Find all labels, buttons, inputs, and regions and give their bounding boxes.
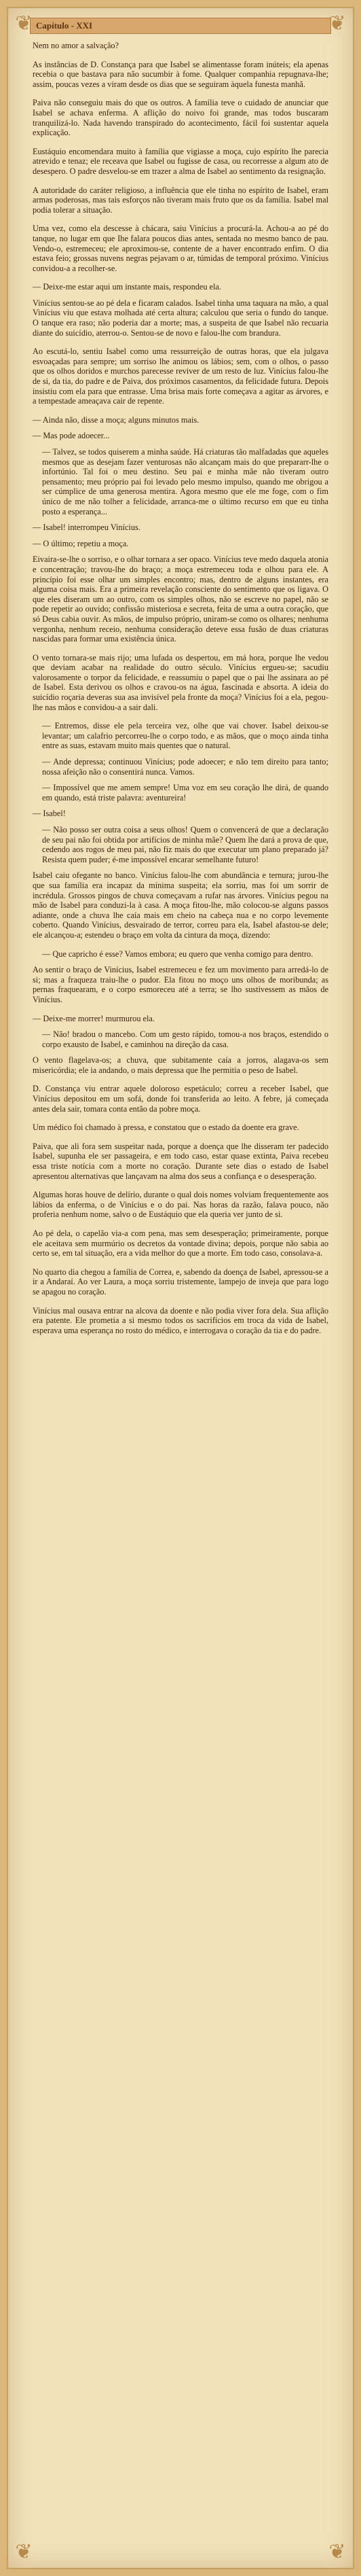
- dialogue-line: — Não! bradou o mancebo. Com um gesto rápido, tomou-a nos braços, estendido o corpo exausto de Isabel, e caminhou na direção da casa.: [42, 1029, 328, 1049]
- paragraph: Eustáquio encomendara muito à família que vigiasse a moça, cujo espírito lhe parecia atrevido e tenaz; ele receava que Isabel ou fugisse de casa, ou recorresse a algum ato de desespero. O padre desvelou-se em trazer a alma de Isabel ao sentimento da resignação.: [33, 146, 328, 176]
- paragraph: O vento tornara-se mais rijo; uma lufada os despertou, em má hora, porque lhe vedou que deviam acabar na realidade do outro século. Vinícius ergueu-se; sacudiu valorosamente o torpor da felicidade, e reassumiu o papel que o pai lhe assinara ao pé de Isabel. Esta derivou os olhos e cravou-os na água, fascinada e absorta. A ideia do suicídio roçaria deveras sua asa invisível pela fronte da moça? Vinícius foi a ela, pegou-lhe nas mãos e convidou-a a sair dali.: [33, 652, 328, 712]
- dialogue-line: — O último; repetiu a moça.: [33, 538, 129, 548]
- dialogue-line: — Deixe-me estar aqui um instante mais, respondeu ela.: [33, 282, 221, 292]
- paragraph: Vinícius sentou-se ao pé dela e ficaram calados. Isabel tinha uma taquara na mão, a qual Vinícius viu que estava molhada até certa altura; calculou que seria o fundo do tanque. O tanque era raso; não poderia dar a morte; mas, a suspeita de que Isabel não recuaria diante do suicídio, aterrou-o. Sentou-se de novo e falou-lhe com brandura.: [33, 298, 328, 338]
- chapter-title-bar: [30, 18, 331, 34]
- paragraph: Um médico foi chamado à pressa, e constatou que o estado da doente era grave.: [33, 1123, 299, 1133]
- dialogue-line: — Entremos, disse ele pela terceira vez, olhe que vai chover. Isabel deixou-se levantar; um calafrio percorreu-lhe o corpo todo, e as mãos, que o moço ainda tinha entre as suas, estavam muito mais quentes que o natural.: [42, 721, 328, 751]
- paragraph: Algumas horas houve de delírio, durante o qual dois nomes volviam frequentemente aos lábios da enferma, o de Vinícius e o do pai. Nas horas da razão, falava pouco, não proferia nenhum nome, salvo o de Eustáquio que ela queria ver junto de si.: [33, 1190, 328, 1220]
- paragraph: Eivaira-se-lhe o sorriso, e o olhar tornara a ser opaco. Vinícius teve medo daquela atonia e concentração; travou-lhe do braço; a moça estremeceu toda e olhou para ele. A princípio foi esse olhar um simples encontro; mas, dentro de alguns instantes, era alguma coisa mais. Era a primeira revelação consciente do sentimento que os ligava. O que eles diseram um ao outro, com os simples olhos, não se escreve no papel, não se pode repetir ao ouvido; confissão misteriosa e secreta, feita de uma a outra coração, que só Deus cabia ouvir. As mãos, de impulso próprio, uniram-se como os olhares; nenhuma vergonha, nenhum receio, nenhuma consideração deteve essa fusão de duas criaturas nascidas para formar uma existência única.: [33, 554, 328, 644]
- dialogue-line: — Não posso ser outra coisa a seus olhos! Quem o convencerá de que a declaração de seu pai não foi obtida por artifícios de minha mãe? Quem lhe dará a prova de que, cedendo aos rogos de meu pai, não fiz mais do que executar um plano preparado já? Resista quem puder; é-me impossível encarar semelhante futuro!: [42, 825, 328, 864]
- paragraph: Ao pé dela, o capelão via-a com pena, mas sem desesperação; primeiramente, porque ele aceitava sem murmúrio os decretos da vontade divina; depois, porque não sabia ao certo se, em tal situação, era a vida melhor do que a morte. Em todo caso, consolava-a.: [33, 1229, 328, 1258]
- paragraph: As instâncias de D. Constança para que Isabel se alimentasse foram inúteis; ela apenas recebia o que bastava para não sucumbir à fome. Qualquer companhia repugnava-lhe; assim, poucas vezes a viram desde os dias que se seguiram àquela funesta manhã.: [33, 59, 328, 89]
- paragraph: D. Constança viu entrar aquele doloroso espetáculo; correu a receber Isabel, que Vinícius depositou em um sofá, donde foi transferida ao leito. A febre, já começada antes dela sair, tomara conta então da pobre moça.: [33, 1084, 328, 1114]
- dialogue-line: — Mas pode adoecer...: [33, 431, 110, 441]
- paragraph: Ao escutá-lo, sentiu Isabel como uma ressurreição de outras horas, que ela julgava esvoaçadas para sempre; um sorriso lhe animou os lábios; sem, com o olhos, o passo que os olhos doridos e murchos parecesse reviver de um resto de luz. Vinícius falou-lhe de si, da tia, do padre e de Paiva, dos próximos casamentos, da felicidade futura. Depois insistiu com ela para que entrasse. Uma brisa mais forte começava a agitar as árvores, e a tempestade ameaçava cair de repente.: [33, 347, 328, 406]
- paragraph: Isabel caiu ofegante no banco. Vinícius falou-lhe com abundância e ternura; jurou-lhe que sua família era incapaz da mínima suspeita; ela sorriu, mas foi um sorrir de incrédula. Grossos pingos de chuva começavam a rufar nas árvores. Vinícius pegou na mão de Isabel para conduzi-la à casa. A moça fitou-lhe, mão colocou-se alguns passos adiante, onde a chuva lhe caía mais em cheio na cabeça nua e no corpo levemente coberto. Quando Vinícius, desvairado de terror, correu para ela, Isabel afastou-se dele; ele alcançou-a; estendeu o braço em volta da cintura da moça, dizendo:: [33, 870, 328, 940]
- paragraph: Vinícius mal ousava entrar na alcova da doente e não podia viver fora dela. Sua aflição era patente. Ele prometia a si mesmo todos os sacrifícios em troca da vida de Isabel, esperava uma esperança no rosto do médico, e interrogava o coração da tia e do padre.: [33, 1305, 328, 1335]
- corner-ornament-icon: ❦: [328, 12, 346, 35]
- dialogue-line: — Ande depressa; continuou Vinícius; pode adoecer; e não tem direito para tanto; nossa afeição não o consentirá nunca. Vamos.: [42, 757, 328, 777]
- dialogue-line: — Isabel! interrompeu Vinícius.: [33, 523, 140, 533]
- chapter-title: Capítulo - XXI: [36, 20, 93, 31]
- corner-ornament-icon: ❦: [15, 2541, 33, 2563]
- chapter-text: [33, 41, 328, 1335]
- dialogue-line: — Deixe-me morrer! murmurou ela.: [33, 1013, 155, 1023]
- paragraph: Paiva não conseguiu mais do que os outros. A família teve o cuidado de anunciar que Isabel se achava enferma. A aflição do noivo foi grande, mas todos buscaram tranquilizá-lo. Nada havendo transpirado do acontecimento, fácil foi sustentar aquela explicação.: [33, 98, 328, 138]
- dialogue-line: — Isabel!: [33, 809, 66, 819]
- dialogue-line: — Ainda não, disse a moça; alguns minutos mais.: [33, 414, 200, 425]
- paragraph: A autoridade do caráter religioso, a influência que ele tinha no espírito de Isabel, eram armas poderosas, mas tais esforços não tiveram mais fruto que os da família. Isabel mal podia tolerar a situação.: [33, 185, 328, 215]
- corner-ornament-icon: ❦: [15, 12, 33, 35]
- paragraph: Nem no amor a salvação?: [33, 41, 119, 50]
- paragraph: Paiva, que ali fora sem suspeitar nada, porque a doença que lhe disseram ter padecido Isabel, supunha ele ser passageira, e em todo caso, estar quase extinta, Paiva recebeu essa triste notícia com a morte no coração. Durante sete dias o estado de Isabel apresentou alternativas que lançavam na alma dos seus a confiança e o desesperação.: [33, 1141, 328, 1181]
- dialogue-line: — Impossível que me amem sempre! Uma voz em seu coração lhe dirá, de quando em quando, está triste palavra: aventureira!: [42, 783, 328, 802]
- paragraph: O vento flagelava-os; a chuva, que subitamente caía a jorros, alagava-os sem misericórdia; ele ia andando, o mais depressa que lhe permitia o peso de Isabel.: [33, 1055, 328, 1075]
- paragraph: No quarto dia chegou a família de Correa, e, sabendo da doença de Isabel, apressou-se a ir a Andaraí. Ao ver Laura, a moça sorriu tristemente, lampejo de inveja que para logo se apagou no coração.: [33, 1267, 328, 1296]
- dialogue-line: — Que capricho é esse? Vamos embora; eu quero que venha comigo para dentro.: [42, 949, 314, 959]
- paragraph: Ao sentir o braço de Vinícius, Isabel estremeceu e fez um movimento para arredá-lo de si; mas a fraqueza traiu-lhe o pudor. Ela fitou no moço uns olhos de moribunda; as pernas fraquearam, e o corpo esmoreceu até a terra; se lho sustivessem as mãos de Vinícius.: [33, 965, 328, 1004]
- dialogue-line: — Talvez, se todos quiserem a minha saúde. Há criaturas tão malfadadas que aqueles mesmos que as desejam fazer venturosas não alcançam mais do que prepararr-lhe o infortúnio. Tal foi o meu destino. Seu pai e minha mãe não tiveram outro pensamento; meu próprio pai foi levado pelo mesmo impulso, quando me obrigou a ser cúmplice de uma generosa mentira. Agora mesmo que ele me foge, com o fim único de me não tolher a felicidade, arranca-me o último recurso em que eu tinha posto a esperança...: [42, 447, 328, 516]
- paragraph: Uma vez, como ela descesse à chácara, saiu Vinícius a procurá-la. Achou-a ao pé do tanque, no lugar em que Ihe falara poucos dias antes, sentada no mesmo banco de pau. Vendo-o, estremeceu; ele aproximou-se, contente de a haver encontrado enfim. O dia estava feio; grossas nuvens negras pejavam o ar, túmidas de temporal próximo. Vinícius convidou-a a recolher-se.: [33, 224, 328, 273]
- corner-ornament-icon: ❦: [328, 2541, 346, 2563]
